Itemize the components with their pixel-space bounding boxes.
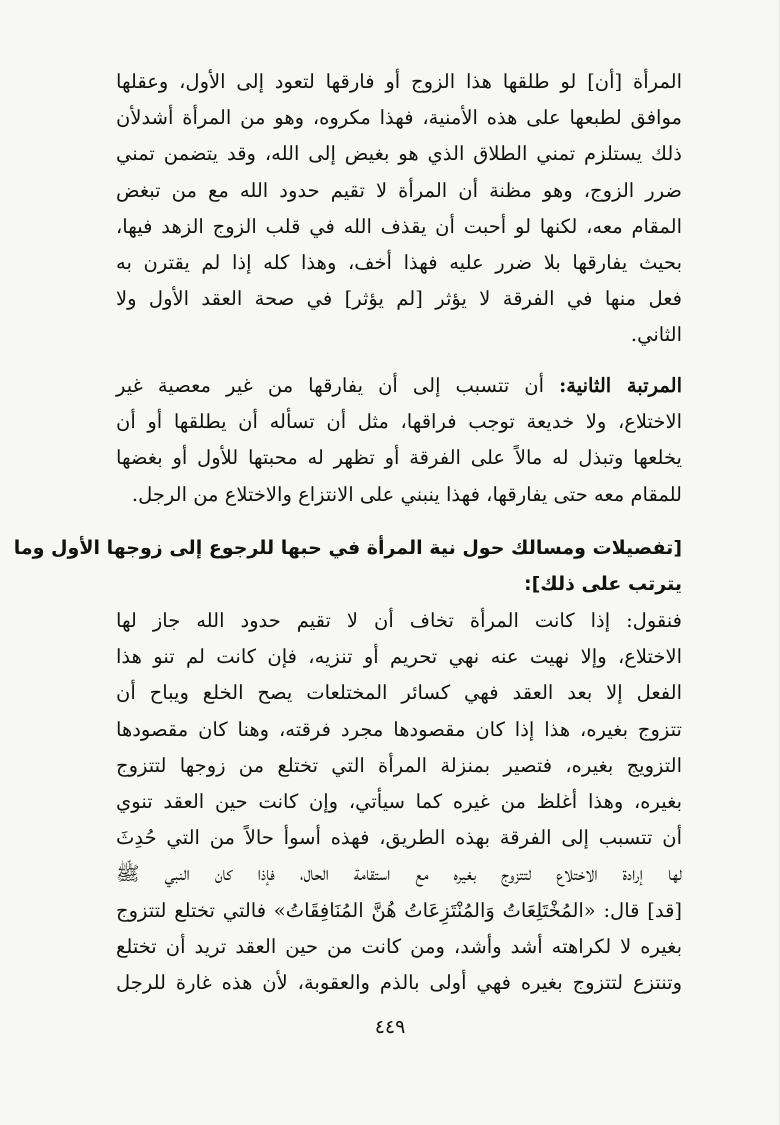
text-line: الاختلاع، ولا خديعة توجب فراقها، مثل أن تسأله أن يطلقها أو أن xyxy=(116,410,682,434)
text-line: وتنتزع لتتزوج بغيره فهي أولى بالذم والعقوبة، لأن هذه غارة للرجل xyxy=(116,970,682,994)
text-line: [قد] قال: «المُخْتَلِعَاتُ وَالمُنْتَزِعَاتُ هُنَّ المُنَافِقَاتُ» فالتي تختلع لتتزوج xyxy=(116,898,682,922)
text-line: الفعل إلا بعد العقد فهي كسائر المختلعات يصح الخلع ويباح أن xyxy=(116,681,682,705)
text-line: للمقام معه حتى يفارقها، فهذا ينبني على الانتزاع والاختلاع من الرجل. xyxy=(131,482,682,506)
text-line: التزويج بغيره، فتصير بمنزلة المرأة التي تختلع من زوجها لتتزوج xyxy=(116,753,682,777)
text-line: أن تتسبب إلى الفرقة بهذه الطريق، فهذه أسوأ حالاً من التي حُدِثَ xyxy=(116,826,682,850)
heading-line: يترتب على ذلك]: xyxy=(523,573,682,596)
paragraph-second-rank xyxy=(116,368,682,513)
paragraph-first-rank-continuation xyxy=(116,64,682,354)
text-line: الثاني. xyxy=(630,323,682,347)
text-line: ضرر الزوج، وهو مظنة أن المرأة لا تقيم حدود الله مع من تبغض xyxy=(116,178,682,202)
text-line: بغيره لا لكراهته أشد وأشد، ومن كانت من حين العقد تريد أن تختلع xyxy=(116,934,682,958)
page-number: ٤٤٩ xyxy=(374,1016,406,1038)
text-line: يخلعها وتبذل له مالاً على الفرقة أو تظهر له محبتها للأول أو بغضها xyxy=(116,446,682,470)
text-line: تتزوج بغيره، هذا إذا كان مقصودها مجرد فرقته، وهنا كان مقصودها xyxy=(116,717,682,741)
text-line: ذلك يستلزم تمني الطلاق الذي هو بغيض إلى الله، وقد يتضمن تمني xyxy=(116,142,682,166)
heading-line: [تفصيلات ومسالك حول نية المرأة في حبها للرجوع إلى زوجها الأول وما xyxy=(13,537,682,559)
text-line: المقام معه، لكنها لو أحبت أن يقذف الله في قلب الزوج الزهد فيها، xyxy=(116,214,682,238)
text-line: لها إرادة الاختلاع لتتزوج بغيره مع استقامة الحال، فإذا كان النبي ﷺ xyxy=(116,862,682,886)
text-fragment: أن تتسبب إلى أن يفارقها من غير معصية غير xyxy=(116,374,545,397)
text-line: فنقول: إذا كانت المرأة تخاف أن لا تقيم حدود الله جاز لها xyxy=(116,609,682,632)
text-line: بحيث يفارقها بلا ضرر عليه فهذا أخف، وهذا كله إذا لم يقترن به xyxy=(116,250,682,274)
text-line: بغيره، وهذا أغلظ من غيره كما سيأتي، وإن كانت حين العقد تنوي xyxy=(116,789,682,813)
text-line: المرأة [أن] لو طلقها هذا الزوج أو فارقها لتعود إلى الأول، وعقلها xyxy=(116,70,682,93)
paragraph-lead-label: المرتبة الثانية: xyxy=(559,374,682,397)
text-line: الاختلاع، وإلا نهيت عنه نهي تحريم أو تنزيه، فإن كانت لم تنو هذا xyxy=(116,645,682,669)
section-heading xyxy=(13,530,682,602)
paragraph-details xyxy=(116,603,682,1001)
text-line: موافق لطبعها على هذه الأمنية، فهذا مكروه، وهو من المرأة أشدلأن xyxy=(116,106,682,130)
text-line: فعل منها في الفرقة لا يؤثر [لم يؤثر] في صحة العقد الأول ولا xyxy=(116,287,682,311)
text-line xyxy=(116,368,682,404)
